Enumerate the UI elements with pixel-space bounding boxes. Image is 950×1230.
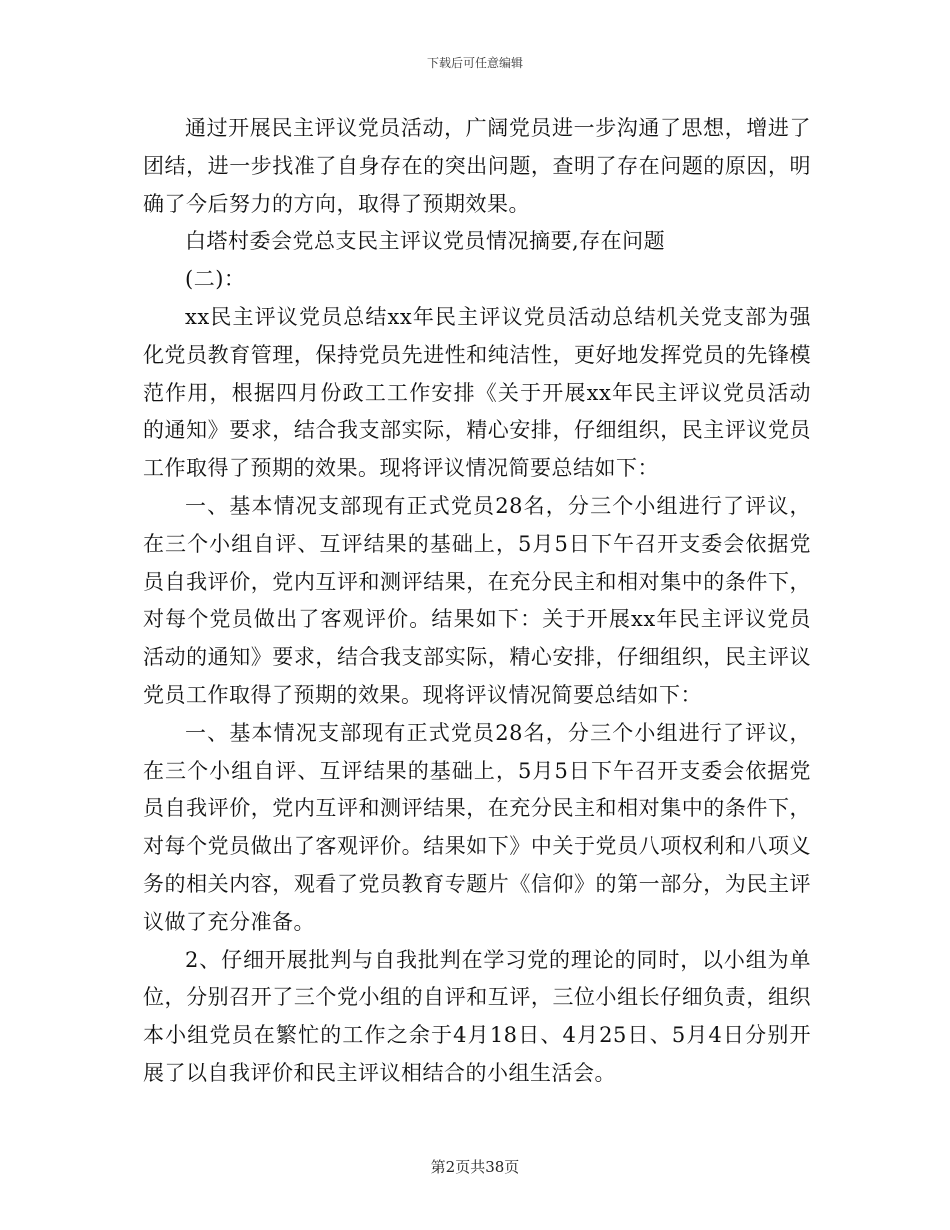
paragraph: (二)：: [185, 267, 246, 292]
paragraph: 通过开展民主评议党员活动，广阔党员进一步沟通了思想，增进了团结，进一步找准了自身存在的突出问题，查明了存在问题的原因，明确了今后努力的方向，取得了预期效果。: [143, 116, 811, 216]
document-body: [143, 110, 811, 1093]
paragraph: xx民主评议党员总结xx年民主评议党员活动总结机关党支部为强化党员教育管理，保持党员先进性和纯洁性，更好地发挥党员的先锋模范作用，根据四月份政工工作安排《关于开展xx年民主评议党员活动的通知》要求，结合我支部实际，精心安排，仔细组织，民主评议党员工作取得了预期的效果。现将评议情况简要总结如下：: [143, 304, 811, 481]
page-footer: 第2页共38页: [430, 1158, 520, 1176]
paragraph: 一、基本情况支部现有正式党员28名，分三个小组进行了评议，在三个小组自评、互评结果的基础上，5月5日下午召开支委会依据党员自我评价，党内互评和测评结果，在充分民主和相对集中的条件下，对每个党员做出了客观评价。结果如下》中关于党员八项权利和八项义务的相关内容，观看了党员教育专题片《信仰》的第一部分，为民主评议做了充分准备。: [143, 720, 811, 934]
page-header: 下载后可任意编辑: [426, 56, 523, 70]
paragraph: 一、基本情况支部现有正式党员28名，分三个小组进行了评议，在三个小组自评、互评结果的基础上，5月5日下午召开支委会依据党员自我评价，党内互评和测评结果，在充分民主和相对集中的条件下，对每个党员做出了客观评价。结果如下：关于开展xx年民主评议党员活动的通知》要求，结合我支部实际，精心安排，仔细组织，民主评议党员工作取得了预期的效果。现将评议情况简要总结如下：: [143, 493, 811, 707]
paragraph: 白塔村委会党总支民主评议党员情况摘要,存在问题: [185, 229, 666, 254]
paragraph: 2、仔细开展批判与自我批判在学习党的理论的同时，以小组为单位，分别召开了三个党小组的自评和互评，三位小组长仔细负责，组织本小组党员在繁忙的工作之余于4月18日、4月25日、5月4日分别开展了以自我评价和民主评议相结合的小组生活会。: [143, 947, 811, 1085]
